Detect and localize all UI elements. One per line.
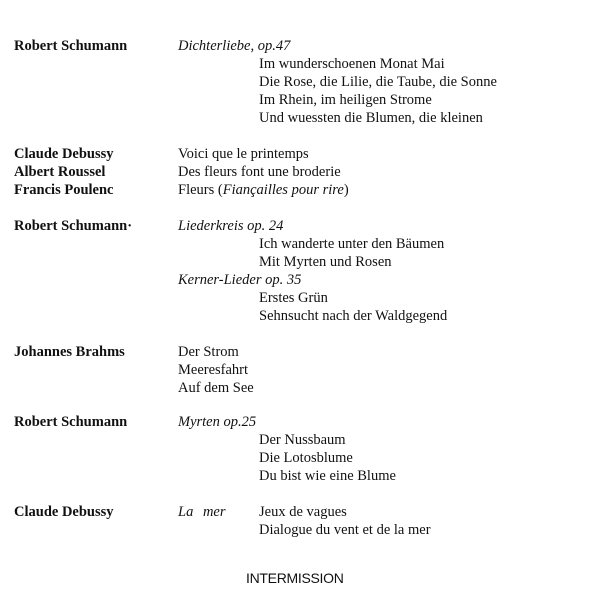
cycle-title: La mer [178, 504, 226, 520]
composer-name: Albert Roussel [14, 164, 106, 180]
song-title: Im Rhein, im heiligen Strome [259, 92, 432, 108]
song-title: Die Lotosblume [259, 450, 353, 466]
song-title: Sehnsucht nach der Waldgegend [259, 308, 448, 324]
song-title: Auf dem See [178, 380, 254, 396]
song-title: Ich wanderte unter den Bäumen [259, 236, 445, 252]
song-title: Die Rose, die Lilie, die Taube, die Sonne [259, 74, 497, 90]
song-title: Der Strom [178, 344, 239, 360]
song-title: Im wunderschoenen Monat Mai [259, 56, 445, 72]
intermission-label: INTERMISSION [246, 570, 344, 586]
song-title: Du bist wie eine Blume [259, 468, 396, 484]
composer-name: Robert Schumann [14, 38, 128, 54]
cycle-title: Kerner-Lieder op. 35 [178, 272, 302, 288]
cycle-title: Liederkreis op. 24 [178, 218, 284, 234]
song-title: Der Nussbaum [259, 432, 346, 448]
cycle-title: Fiançailles pour rire [222, 182, 344, 198]
closing-paren: ) [343, 182, 349, 198]
composer-name: Robert Schumann· [14, 218, 133, 234]
composer-name: Claude Debussy [14, 146, 114, 162]
song-title: Dialogue du vent et de la mer [259, 522, 431, 538]
song-title: Meeresfahrt [178, 362, 249, 378]
song-title: Erstes Grün [259, 290, 328, 306]
cycle-title: Myrten op.25 [178, 414, 257, 430]
composer-name: Claude Debussy [14, 504, 114, 520]
composer-name: Francis Poulenc [14, 182, 114, 198]
composer-name: Johannes Brahms [14, 344, 125, 360]
song-title: Jeux de vagues [259, 504, 347, 520]
song-title: Des fleurs font une broderie [178, 164, 341, 180]
cycle-title: Dichterliebe, op.47 [178, 38, 291, 54]
composer-name: Robert Schumann [14, 414, 128, 430]
song-title-text: Fleurs ( [178, 182, 223, 198]
song-title: Und wuessten die Blumen, die kleinen [259, 110, 483, 126]
song-title: Mit Myrten und Rosen [259, 254, 392, 270]
song-title: Voici que le printemps [178, 146, 309, 162]
song-title [178, 182, 349, 199]
